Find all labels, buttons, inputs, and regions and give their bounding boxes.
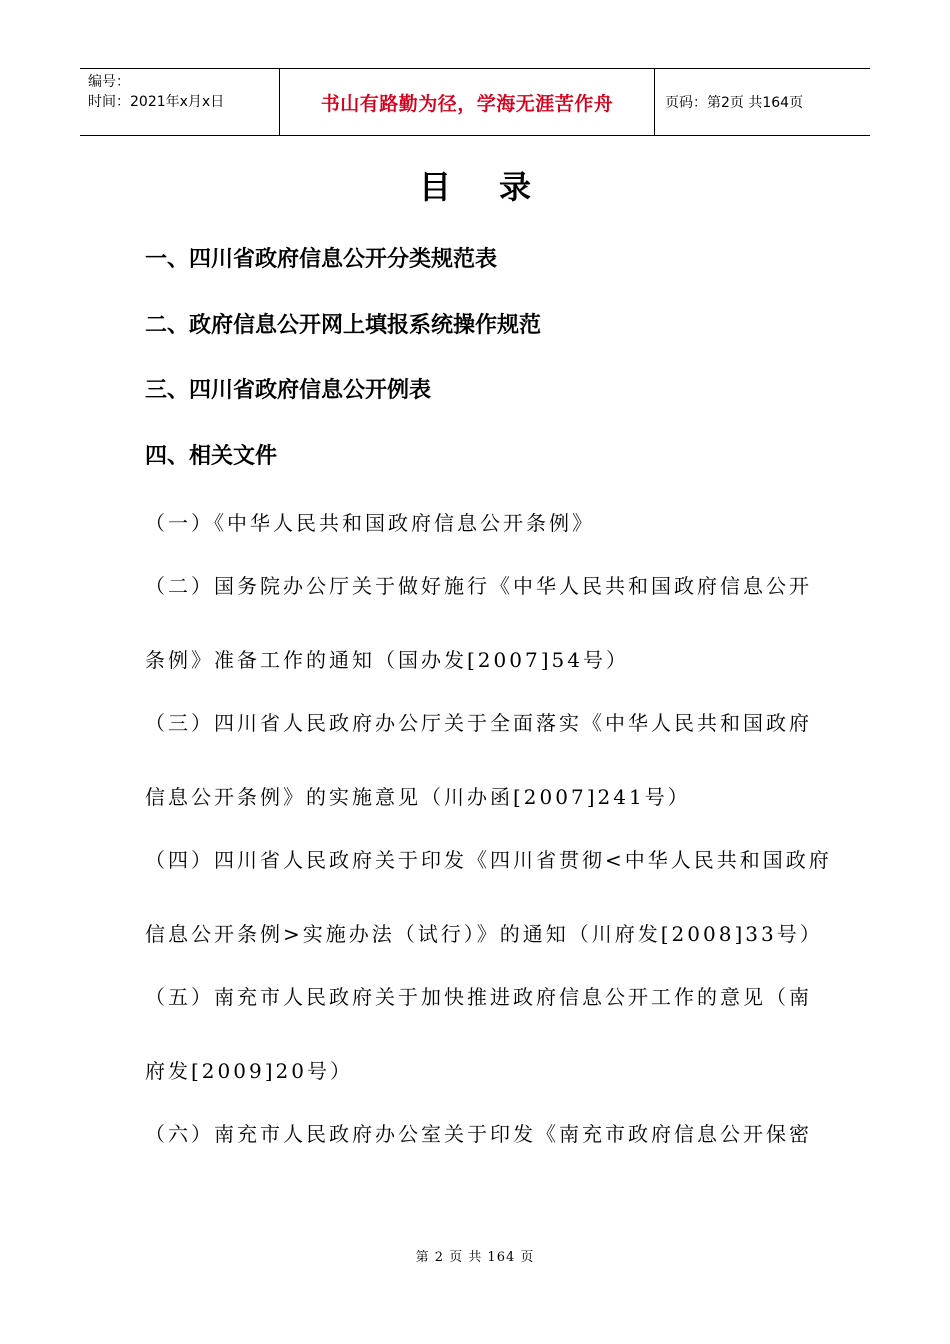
document-number-label: 编号：	[88, 74, 130, 90]
toc-item-line: （三）四川省人民政府办公厅关于全面落实《中华人民共和国政府	[145, 711, 812, 735]
toc-section-1: 一、四川省政府信息公开分类规范表	[145, 247, 498, 272]
document-date: 时间：2021年x月x日	[88, 94, 225, 110]
toc-item-line: （六）南充市人民政府办公室关于印发《南充市政府信息公开保密	[145, 1122, 812, 1146]
header-motto: 书山有路勤为径，学海无涯苦作舟	[280, 69, 655, 135]
toc-section-2: 二、政府信息公开网上填报系统操作规范	[145, 313, 542, 338]
page-title: 目录	[418, 168, 579, 206]
toc-item-line: （四）四川省人民政府关于印发《四川省贯彻<中华人民共和国政府	[145, 848, 832, 872]
toc-item-line: （五）南充市人民政府关于加快推进政府信息公开工作的意见（南	[145, 985, 812, 1009]
toc-item-line: （一）《中华人民共和国政府信息公开条例》	[145, 511, 595, 535]
toc-item-line: 条例》准备工作的通知（国办发[2007]54号）	[145, 648, 629, 672]
toc-item-line: （二）国务院办公厅关于做好施行《中华人民共和国政府信息公开	[145, 574, 812, 598]
toc-item-line: 信息公开条例》的实施意见（川办函[2007]241号）	[145, 785, 691, 809]
toc-item-line: 信息公开条例>实施办法（试行）》的通知（川府发[2008]33号）	[145, 922, 823, 946]
page-header	[80, 68, 870, 136]
header-meta	[80, 69, 280, 135]
toc-item-line: 府发[2009]20号）	[145, 1059, 353, 1083]
toc-section-4: 四、相关文件	[145, 444, 278, 469]
toc-section-3: 三、四川省政府信息公开例表	[145, 378, 432, 403]
page-footer: 第 2 页 共 164 页	[415, 1250, 535, 1265]
header-page-info: 页码：第2页 共164页	[665, 95, 804, 111]
